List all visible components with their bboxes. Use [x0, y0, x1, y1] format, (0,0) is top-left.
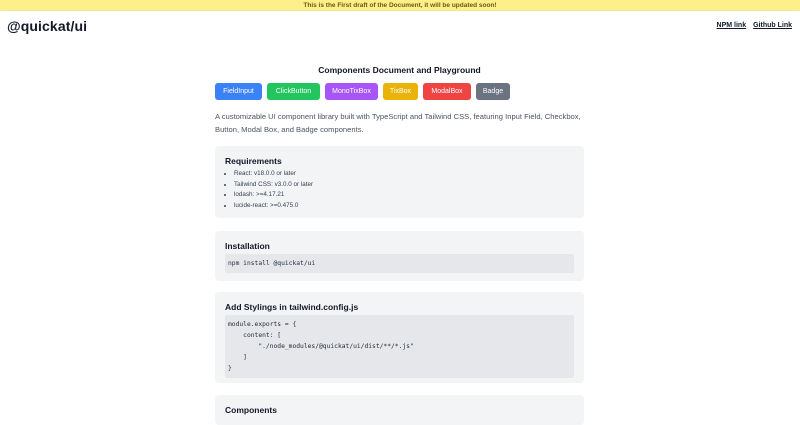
list-item: • lodash: >=4.17.21 — [234, 190, 574, 201]
install-code-block: npm install @quickat/ui — [225, 254, 574, 273]
tab-monotixbox[interactable]: MonoTixBox — [325, 83, 378, 100]
npm-link[interactable]: NPM link — [716, 22, 747, 29]
installation-title: Installation — [225, 241, 270, 251]
requirements-card — [215, 146, 584, 218]
tab-badge[interactable]: Badge — [476, 83, 510, 100]
library-description: A customizable UI component library built with TypeScript and Tailwind CSS, featuring Input Field, Checkbox, Button, Modal Box, and Badge components. — [215, 112, 581, 134]
tab-modalbox[interactable]: ModalBox — [423, 83, 471, 100]
draft-banner-text: This is the First draft of the Document, it will be updated soon! — [303, 2, 497, 9]
tab-tixbox[interactable]: TixBox — [383, 83, 418, 100]
requirements-title: Requirements — [225, 156, 282, 166]
site-logo[interactable]: @quickat/ui — [7, 17, 88, 34]
tab-clickbutton[interactable]: ClickButton — [267, 83, 320, 100]
draft-banner — [0, 0, 800, 11]
github-link[interactable]: Github Link — [753, 22, 792, 29]
tailwind-config-code-block: module.exports = { content: [ "./node_modules/@quickat/ui/dist/**/*.js" ] } — [225, 315, 574, 378]
list-item: • Tailwind CSS: v3.0.0 or later — [234, 180, 574, 191]
installation-card — [215, 231, 584, 281]
stylings-card — [215, 292, 584, 383]
components-title: Components — [225, 405, 277, 415]
components-card — [215, 395, 584, 425]
component-tabs — [215, 83, 510, 100]
stylings-title: Add Stylings in tailwind.config.js — [225, 302, 359, 312]
page-title: Components Document and Playground — [318, 65, 481, 75]
header-nav — [717, 22, 792, 29]
list-item: • React: v18.0.0 or later — [234, 169, 574, 180]
list-item: • lucide-react: >=0.475.0 — [234, 201, 574, 212]
top-header — [0, 11, 800, 40]
tab-fieldinput[interactable]: FieldInput — [215, 83, 262, 100]
requirements-list — [225, 169, 574, 211]
